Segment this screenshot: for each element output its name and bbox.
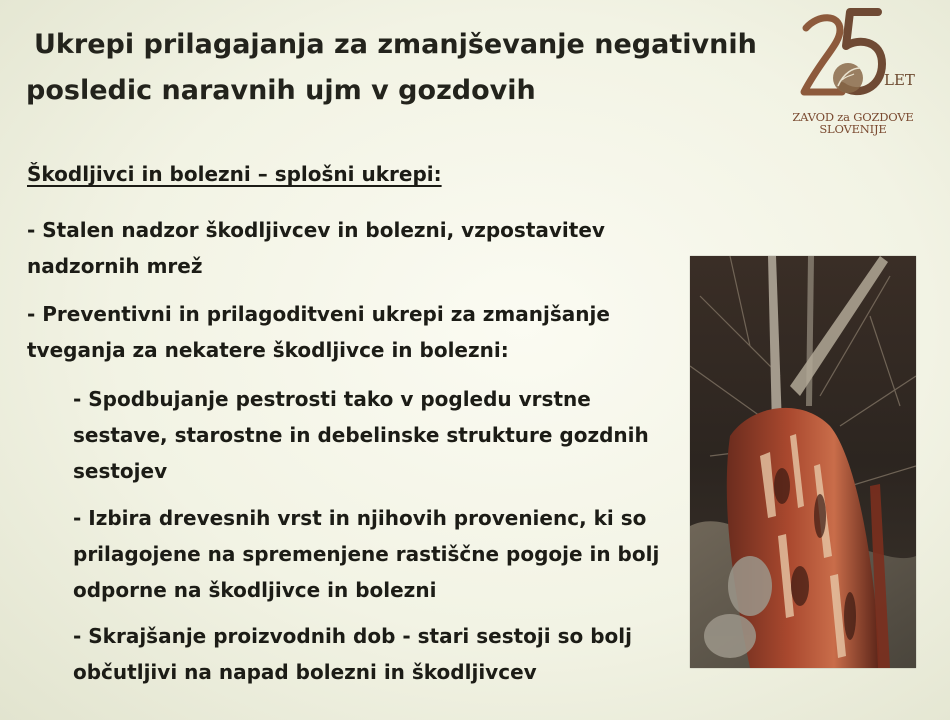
zgs-25-let-logo (778, 6, 928, 141)
subitem-shorter-rotation: - Skrajšanje proizvodnih dob - stari sestoji so bolj občutljivi na napad bolezni in škodljivcev (73, 624, 632, 684)
slide-title-line-2: posledic naravnih ujm v gozdovih (26, 75, 536, 106)
logo-let-text: LET (884, 71, 915, 89)
section-heading: Škodljivci in bolezni – splošni ukrepi: (27, 162, 442, 186)
tree-photo-illustration (690, 256, 916, 668)
damaged-tree-trunk-photo (690, 256, 916, 668)
logo-graphic (778, 6, 928, 116)
bullet-monitoring: - Stalen nadzor škodljivcev in bolezni, vzpostavitev nadzornih mrež (27, 218, 605, 278)
logo-org-line-2: SLOVENIJE (819, 122, 887, 136)
subitem-species-selection: - Izbira drevesnih vrst in njihovih provenienc, ki so prilagojene na spremenjene rastiščne pogoje in bolj odporne na škodljivce in bolezni (73, 506, 660, 602)
bullet-preventive-measures: - Preventivni in prilagoditveni ukrepi za zmanjšanje tveganja za nekatere škodljivce in bolezni: (27, 302, 610, 362)
logo-org-line-1: ZAVOD za GOZDOVE (792, 110, 914, 124)
slide-title (26, 22, 766, 114)
subitem-diversity: - Spodbujanje pestrosti tako v pogledu vrstne sestave, starostne in debelinske strukture gozdnih sestojev (73, 387, 649, 483)
slide-title-line-1: Ukrepi prilagajanja za zmanjševanje negativnih (34, 29, 757, 60)
